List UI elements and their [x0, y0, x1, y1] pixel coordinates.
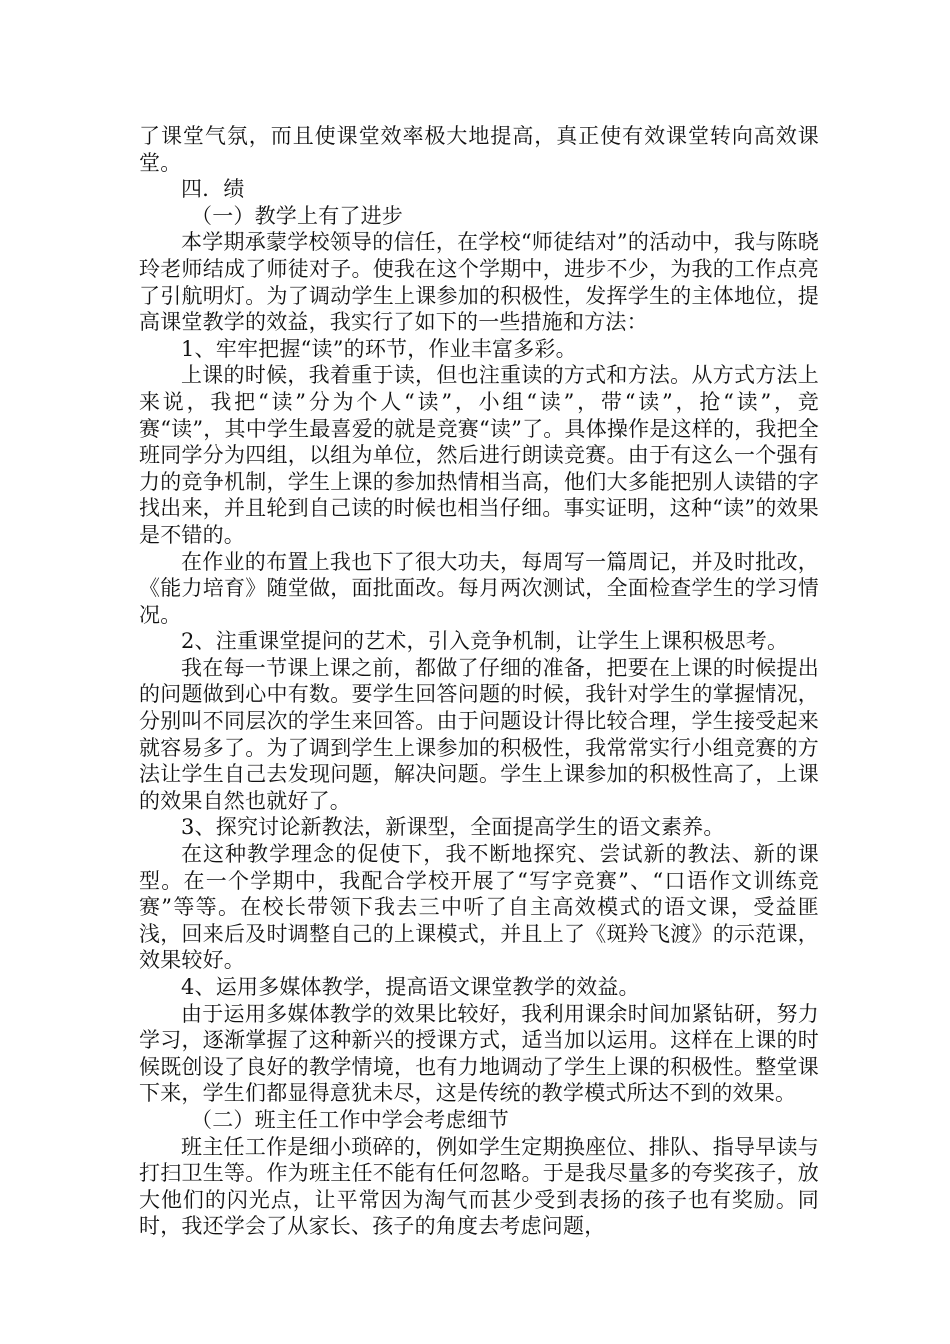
list-item-multimedia: 4、运用多媒体教学，提高语文课堂教学的效益。	[181, 975, 640, 999]
section-heading-results: 四．绩	[181, 177, 245, 202]
paragraph-continuation: 了课堂气氛，而且使课堂效率极大地提高，真正使有效课堂转向高效课堂。	[139, 124, 819, 175]
paragraph-reading-methods: 上课的时候，我着重于读，但也注重读的方式和方法。从方式方法上来说，我把“读”分为个人“读”，小组“读”，带“读”，抢“读”，竞赛“读”，其中学生最喜爱的就是竞赛“读”了。具体操作是这样的，我把全班同学分为四组，以组为单位，然后进行朗读竞赛。由于有这么一个强有力的竞争机制，学生上课的参加热情相当高，他们大多能把别人读错的字找出来，并且轮到自己读的时候也相当仔细。事实证明，这种“读”的效果是不错的。	[139, 363, 819, 547]
list-item-new-methods: 3、探究讨论新教法，新课型，全面提高学生的语文素养。	[181, 815, 725, 840]
paragraph-mentorship: 本学期承蒙学校领导的信任，在学校“师徒结对”的活动中，我与陈晓玲老师结成了师徒对子。使我在这个学期中，进步不少，为我的工作点亮了引航明灯。为了调动学生上课参加的积极性，发挥学生的主体地位，提高课堂教学的效益，我实行了如下的一些措施和方法：	[139, 230, 819, 335]
document-body	[139, 123, 819, 1240]
paragraph-new-methods: 在这种教学理念的促使下，我不断地探究、尝试新的教法、新的课型。在一个学期中，我配合学校开展了“写字竞赛”、“口语作文训练竞赛”等等。在校长带领下我去三中听了自主高效模式的语文课，受益匪浅，回来后及时调整自己的上课模式，并且上了《斑羚飞渡》的示范课，效果较好。	[139, 842, 819, 973]
subsection-heading-class-teacher: （二）班主任工作中学会考虑细节	[191, 1107, 509, 1132]
subsection-heading-teaching-progress: （一）教学上有了进步	[191, 203, 403, 228]
list-item-questioning: 2、注重课堂提问的艺术，引入竞争机制，让学生上课积极思考。	[181, 629, 789, 654]
paragraph-homework: 在作业的布置上我也下了很大功夫，每周写一篇周记，并及时批改，《能力培育》随堂做，面批面改。每月两次测试，全面检查学生的学习情况。	[139, 549, 819, 627]
paragraph-multimedia: 由于运用多媒体教学的效果比较好，我利用课余时间加紧钻研，努力学习，逐渐掌握了这种新兴的授课方式，适当加以运用。这样在上课的时候既创设了良好的教学情境，也有力地调动了学生上课的积极性。整堂课下来，学生们都显得意犹未尽，这是传统的教学模式所达不到的效果。	[139, 1001, 819, 1106]
paragraph-class-teacher: 班主任工作是细小琐碎的，例如学生定期换座位、排队、指导早读与打扫卫生等。作为班主任不能有任何忽略。于是我尽量多的夸奖孩子，放大他们的闪光点，让平常因为淘气而甚少受到表扬的孩子也有奖励。同时，我还学会了从家长、孩子的角度去考虑问题，	[139, 1134, 819, 1239]
list-item-reading: 1、牢牢把握“读”的环节，作业丰富多彩。	[181, 336, 577, 361]
paragraph-questioning: 我在每一节课上课之前，都做了仔细的准备，把要在上课的时候提出的问题做到心中有数。要学生回答问题的时候，我针对学生的掌握情况，分别叫不同层次的学生来回答。由于问题设计得比较合理，学生接受起来就容易多了。为了调到学生上课参加的积极性，我常常实行小组竞赛的方法让学生自己去发现问题，解决问题。学生上课参加的积极性高了，上课的效果自然也就好了。	[139, 655, 819, 813]
